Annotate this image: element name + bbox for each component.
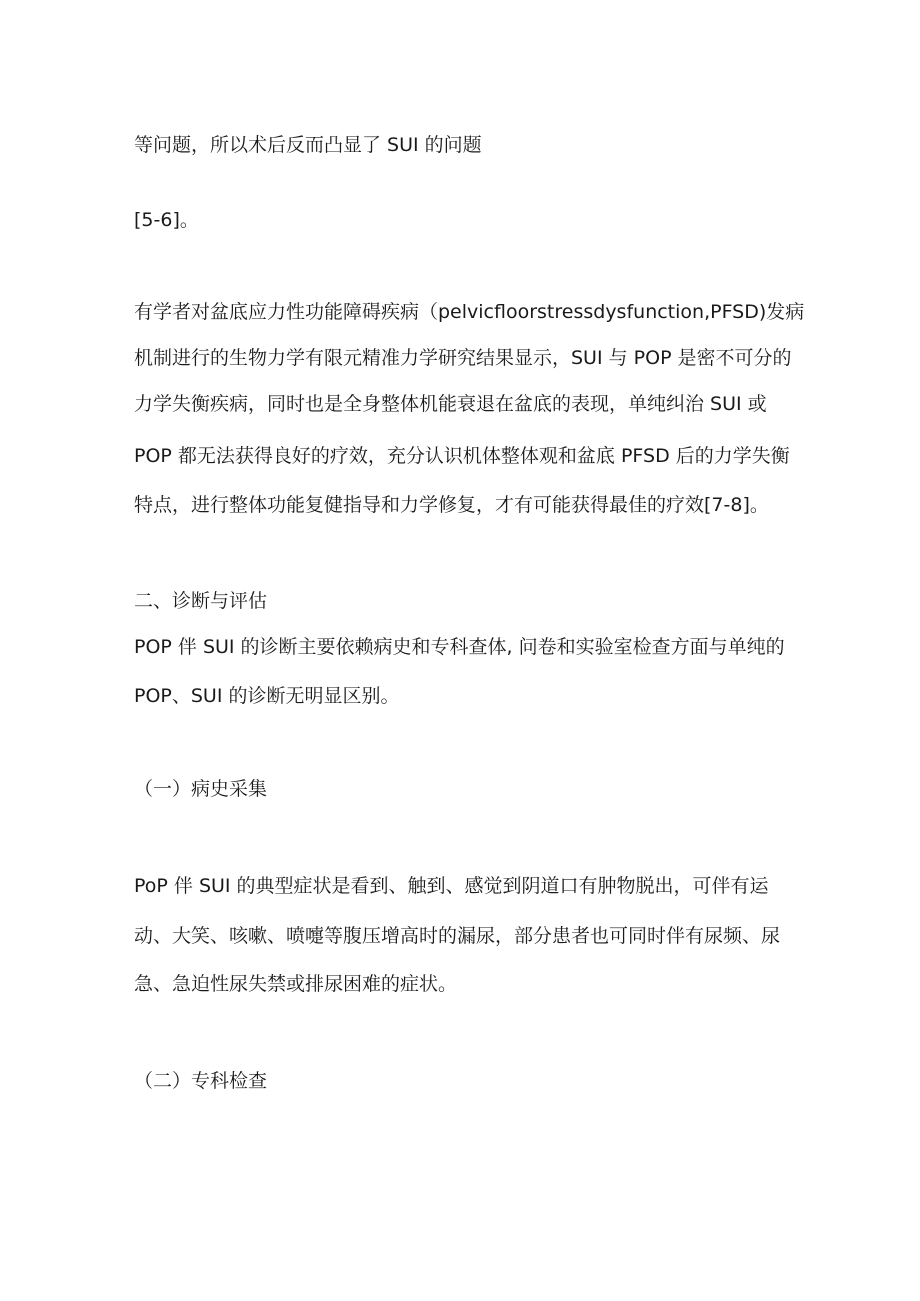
- subsection-heading: （一）病史采集: [134, 778, 268, 800]
- paragraph-line: POP 伴 SUI 的诊断主要依赖病史和专科查体, 问卷和实验室检查方面与单纯的: [134, 636, 785, 658]
- paragraph-line: 动、大笑、咳嗽、喷嚏等腹压增高时的漏尿，部分患者也可同时伴有尿频、尿: [134, 925, 781, 947]
- section-heading: 二、诊断与评估: [134, 590, 268, 612]
- paragraph-line: 力学失衡疾病，同时也是全身整体机能衰退在盆底的表现，单纯纠治 SUI 或: [134, 393, 767, 415]
- paragraph-line: 机制进行的生物力学有限元精准力学研究结果显示，SUI 与 POP 是密不可分的: [134, 347, 792, 369]
- paragraph-line: 等问题，所以术后反而凸显了 SUI 的问题: [134, 134, 482, 156]
- paragraph-line: 特点，进行整体功能复健指导和力学修复，才有可能获得最佳的疗效[7-8]。: [134, 494, 769, 516]
- paragraph-line: POP、SUI 的诊断无明显区别。: [134, 685, 400, 707]
- paragraph-line: 有学者对盆底应力性功能障碍疾病（pelvicfloorstressdysfunction,PFSD)发病: [134, 301, 805, 323]
- paragraph-line: POP 都无法获得良好的疗效，充分认识机体整体观和盆底 PFSD 后的力学失衡: [134, 445, 790, 467]
- subsection-heading: （二）专科检查: [134, 1070, 268, 1092]
- paragraph-line: 急、急迫性尿失禁或排尿困难的症状。: [134, 973, 458, 995]
- paragraph-line: PoP 伴 SUI 的典型症状是看到、触到、感觉到阴道口有肿物脱出，可伴有运: [134, 875, 769, 897]
- citation-line: [5-6]。: [134, 209, 199, 231]
